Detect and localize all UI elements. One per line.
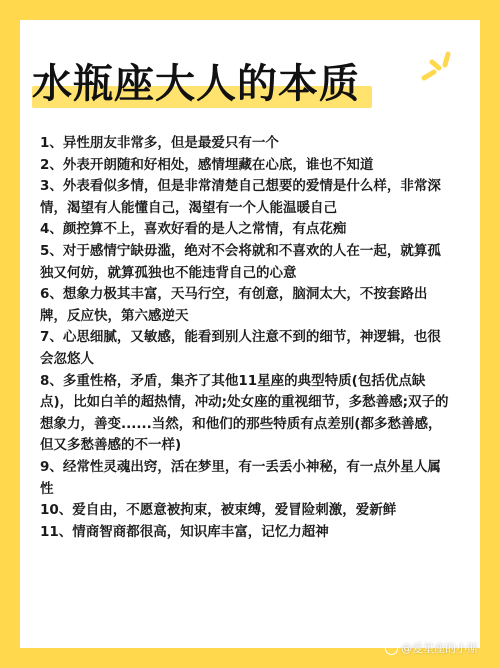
watermark-text: @爱星座的小斯 bbox=[401, 642, 478, 655]
list-item: 11、情商智商都很高，知识库丰富，记忆力超神 bbox=[40, 523, 329, 540]
watermark bbox=[385, 640, 478, 656]
list-item: 10、爱自由，不愿意被拘束，被束缚，爱冒险刺激，爱新鲜 bbox=[40, 502, 397, 519]
trait-list bbox=[40, 133, 452, 543]
list-item: 5、对于感情宁缺毋滥，绝对不会将就和不喜欢的人在一起，就算孤独又何妨，就算孤独也不能违背自己的心意 bbox=[40, 242, 441, 281]
sparkle-decoration-icon bbox=[418, 48, 462, 92]
list-item: 8、多重性格，矛盾，集齐了其他11星座的典型特质(包括优点缺点)，比如白羊的超热情，冲动;处女座的重视细节，多愁善感;双子的想象力，善变......当然，和他们的那些特质有点差别(都多愁善感，但又多愁善感的不一样) bbox=[40, 372, 449, 454]
list-item: 1、异性朋友非常多，但是最爱只有一个 bbox=[40, 135, 279, 151]
watermark-logo-icon bbox=[385, 642, 398, 655]
page-title: 水瓶座大人的本质 bbox=[32, 61, 360, 107]
title-block bbox=[32, 52, 412, 116]
list-item: 6、想象力极其丰富，天马行空，有创意，脑洞太大，不按套路出牌，反应快，第六感逆天 bbox=[40, 286, 428, 324]
list-item: 3、外表看似多情，但是非常清楚自己想要的爱情是什么样，非常深情，渴望有人能懂自己，渴望有一个人能温暖自己 bbox=[40, 178, 441, 216]
list-item: 4、颜控算不上，喜欢好看的是人之常情，有点花痴 bbox=[40, 221, 347, 238]
list-item: 2、外表开朗随和好相处，感情埋藏在心底，谁也不知道 bbox=[40, 156, 374, 173]
list-item: 7、心思细腻，又敏感，能看到别人注意不到的细节，神逻辑，也很会忽悠人 bbox=[40, 329, 441, 367]
list-item: 9、经常性灵魂出窍，活在梦里，有一丢丢小神秘，有一点外星人属性 bbox=[40, 458, 441, 497]
